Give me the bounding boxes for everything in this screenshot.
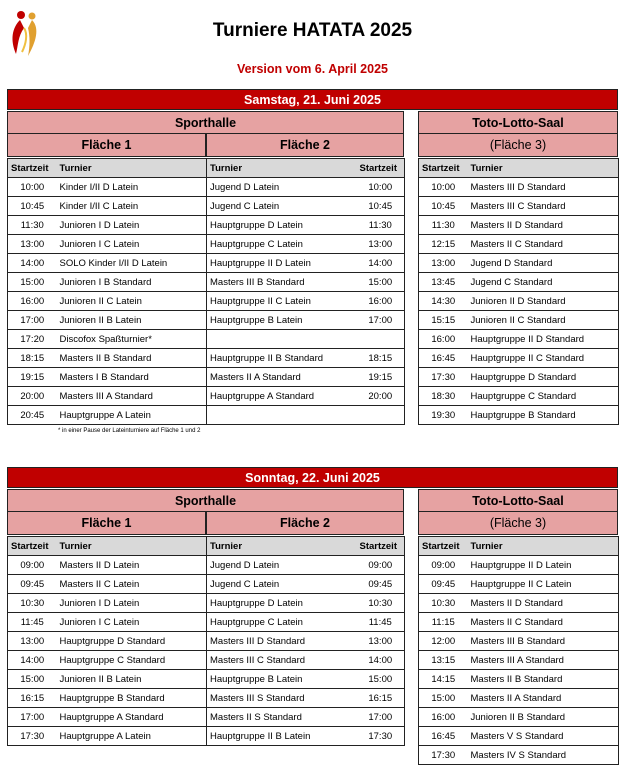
- tournament-flaeche1: Hauptgruppe C Standard: [57, 651, 207, 670]
- day1-venue-sporthalle: Sporthalle: [7, 111, 404, 134]
- start-time-flaeche2: 15:00: [357, 273, 405, 292]
- header-startzeit: Startzeit: [8, 537, 57, 556]
- start-time-flaeche2: 14:00: [357, 651, 405, 670]
- table-row: [8, 727, 405, 746]
- header-startzeit: Startzeit: [8, 159, 57, 178]
- table-row: [419, 178, 619, 197]
- tournament-flaeche3: Hauptgruppe B Standard: [468, 406, 619, 425]
- day2-flaeche2: Fläche 2: [206, 512, 404, 535]
- start-time-flaeche3: 13:45: [419, 273, 468, 292]
- table-row: [8, 613, 405, 632]
- table-row: [419, 727, 619, 746]
- table-header-row: [419, 537, 619, 556]
- version-date: Version vom 6. April 2025: [237, 62, 388, 76]
- table-row: [8, 708, 405, 727]
- start-time-flaeche2: 19:15: [357, 368, 405, 387]
- start-time-flaeche2: 13:00: [357, 632, 405, 651]
- start-time-flaeche3: 16:00: [419, 708, 468, 727]
- tournament-flaeche2: Hauptgruppe C Latein: [207, 613, 357, 632]
- start-time-flaeche2: 09:00: [357, 556, 405, 575]
- day1-sporthalle-table: [7, 158, 405, 425]
- start-time-flaeche3: 12:15: [419, 235, 468, 254]
- table-row: [8, 556, 405, 575]
- start-time-flaeche2: 14:00: [357, 254, 405, 273]
- start-time-flaeche3: 18:30: [419, 387, 468, 406]
- tournament-flaeche2: Hauptgruppe A Standard: [207, 387, 357, 406]
- table-row: [419, 273, 619, 292]
- start-time-flaeche2: 18:15: [357, 349, 405, 368]
- start-time-flaeche2: 17:00: [357, 708, 405, 727]
- tournament-flaeche1: Hauptgruppe A Latein: [57, 406, 207, 425]
- start-time-flaeche3: 14:30: [419, 292, 468, 311]
- start-time-flaeche3: 17:30: [419, 746, 468, 765]
- start-time-flaeche3: 16:45: [419, 349, 468, 368]
- table-row: [8, 330, 405, 349]
- start-time-flaeche1: 20:45: [8, 406, 57, 425]
- tournament-flaeche1: Masters II D Latein: [57, 556, 207, 575]
- tournament-flaeche3: Masters II A Standard: [468, 689, 619, 708]
- tournament-flaeche3: Hauptgruppe II C Latein: [468, 575, 619, 594]
- tournament-flaeche3: Hauptgruppe II C Standard: [468, 349, 619, 368]
- start-time-flaeche3: 09:00: [419, 556, 468, 575]
- tournament-flaeche1: Hauptgruppe A Latein: [57, 727, 207, 746]
- start-time-flaeche1: 17:00: [8, 708, 57, 727]
- table-row: [419, 651, 619, 670]
- start-time-flaeche3: 16:00: [419, 330, 468, 349]
- tournament-flaeche1: Masters II B Standard: [57, 349, 207, 368]
- start-time-flaeche1: 18:15: [8, 349, 57, 368]
- tournament-flaeche2: Hauptgruppe C Latein: [207, 235, 357, 254]
- tournament-flaeche1: Junioren I D Latein: [57, 216, 207, 235]
- start-time-flaeche3: 17:30: [419, 368, 468, 387]
- table-row: [8, 197, 405, 216]
- table-row: [8, 368, 405, 387]
- header-turnier: Turnier: [57, 159, 207, 178]
- table-row: [419, 613, 619, 632]
- page-title: Turniere HATATA 2025: [212, 20, 413, 41]
- table-row: [419, 575, 619, 594]
- tournament-flaeche1: Masters II C Latein: [57, 575, 207, 594]
- table-row: [8, 273, 405, 292]
- start-time-flaeche2: 13:00: [357, 235, 405, 254]
- start-time-flaeche2: 17:00: [357, 311, 405, 330]
- table-row: [419, 632, 619, 651]
- start-time-flaeche2: 09:45: [357, 575, 405, 594]
- start-time-flaeche1: 11:30: [8, 216, 57, 235]
- table-row: [419, 197, 619, 216]
- tournament-flaeche3: Hauptgruppe II D Standard: [468, 330, 619, 349]
- tournament-flaeche2: Hauptgruppe II B Latein: [207, 727, 357, 746]
- start-time-flaeche1: 20:00: [8, 387, 57, 406]
- footnote: * in einer Pause der Lateinturniere auf Fläche 1 und 2: [58, 428, 201, 434]
- day1-flaeche2: Fläche 2: [206, 134, 404, 157]
- header-turnier: Turnier: [468, 159, 619, 178]
- start-time-flaeche2: [357, 406, 405, 425]
- tournament-flaeche3: Masters III C Standard: [468, 197, 619, 216]
- day2-flaeche3: (Fläche 3): [418, 512, 618, 535]
- table-row: [8, 311, 405, 330]
- tournament-flaeche3: Junioren II D Standard: [468, 292, 619, 311]
- start-time-flaeche3: 10:30: [419, 594, 468, 613]
- start-time-flaeche2: 20:00: [357, 387, 405, 406]
- day2-sporthalle-table: [7, 536, 405, 746]
- tournament-flaeche2: Jugend C Latein: [207, 197, 357, 216]
- table-row: [419, 292, 619, 311]
- start-time-flaeche2: 10:30: [357, 594, 405, 613]
- day2-venue-sporthalle: Sporthalle: [7, 489, 404, 512]
- table-row: [419, 746, 619, 765]
- tournament-flaeche2: Masters III S Standard: [207, 689, 357, 708]
- tournament-flaeche2: Hauptgruppe D Latein: [207, 594, 357, 613]
- start-time-flaeche2: 16:00: [357, 292, 405, 311]
- tournament-flaeche3: Hauptgruppe C Standard: [468, 387, 619, 406]
- start-time-flaeche1: 10:45: [8, 197, 57, 216]
- tournament-flaeche3: Masters II C Standard: [468, 235, 619, 254]
- table-header-row: [8, 159, 405, 178]
- day2-flaeche1: Fläche 1: [7, 512, 206, 535]
- header-startzeit: Startzeit: [357, 159, 405, 178]
- tournament-flaeche3: Hauptgruppe D Standard: [468, 368, 619, 387]
- start-time-flaeche2: 16:15: [357, 689, 405, 708]
- table-row: [8, 689, 405, 708]
- tournament-flaeche1: Hauptgruppe A Standard: [57, 708, 207, 727]
- table-row: [8, 575, 405, 594]
- tournament-flaeche1: Discofox Spaßturnier*: [57, 330, 207, 349]
- table-row: [419, 330, 619, 349]
- start-time-flaeche1: 14:00: [8, 254, 57, 273]
- table-row: [419, 311, 619, 330]
- table-row: [419, 708, 619, 727]
- table-header-row: [419, 159, 619, 178]
- start-time-flaeche2: [357, 330, 405, 349]
- tournament-flaeche3: Masters IV S Standard: [468, 746, 619, 765]
- tournament-flaeche2: Hauptgruppe II C Latein: [207, 292, 357, 311]
- start-time-flaeche3: 15:00: [419, 689, 468, 708]
- start-time-flaeche1: 17:00: [8, 311, 57, 330]
- table-row: [8, 349, 405, 368]
- tournament-flaeche3: Masters II D Standard: [468, 594, 619, 613]
- tournament-flaeche3: Masters II B Standard: [468, 670, 619, 689]
- start-time-flaeche1: 10:00: [8, 178, 57, 197]
- tournament-flaeche3: Jugend C Standard: [468, 273, 619, 292]
- tournament-flaeche2: [207, 330, 357, 349]
- table-row: [8, 406, 405, 425]
- start-time-flaeche1: 09:45: [8, 575, 57, 594]
- tournament-flaeche1: Junioren II B Latein: [57, 311, 207, 330]
- start-time-flaeche1: 13:00: [8, 235, 57, 254]
- tournament-flaeche2: Masters II A Standard: [207, 368, 357, 387]
- start-time-flaeche3: 09:45: [419, 575, 468, 594]
- header-startzeit: Startzeit: [419, 537, 468, 556]
- start-time-flaeche1: 16:15: [8, 689, 57, 708]
- tournament-flaeche3: Junioren II C Standard: [468, 311, 619, 330]
- header-startzeit: Startzeit: [357, 537, 405, 556]
- table-row: [8, 235, 405, 254]
- tournament-flaeche1: Junioren I C Latein: [57, 235, 207, 254]
- tournament-flaeche1: Junioren I C Latein: [57, 613, 207, 632]
- start-time-flaeche2: 15:00: [357, 670, 405, 689]
- day2-toto-table: [418, 536, 619, 765]
- tournament-flaeche2: Masters III D Standard: [207, 632, 357, 651]
- start-time-flaeche3: 19:30: [419, 406, 468, 425]
- tournament-flaeche3: Masters III A Standard: [468, 651, 619, 670]
- tournament-flaeche2: Hauptgruppe B Latein: [207, 670, 357, 689]
- start-time-flaeche3: 10:45: [419, 197, 468, 216]
- day2-venue-toto: Toto-Lotto-Saal: [418, 489, 618, 512]
- start-time-flaeche1: 19:15: [8, 368, 57, 387]
- start-time-flaeche1: 15:00: [8, 670, 57, 689]
- table-row: [8, 216, 405, 235]
- tournament-flaeche2: [207, 406, 357, 425]
- start-time-flaeche3: 11:30: [419, 216, 468, 235]
- tournament-flaeche2: Hauptgruppe II D Latein: [207, 254, 357, 273]
- table-row: [419, 406, 619, 425]
- day2-date-bar: Sonntag, 22. Juni 2025: [7, 467, 618, 488]
- table-row: [8, 292, 405, 311]
- day1-toto-table: [418, 158, 619, 425]
- start-time-flaeche1: 17:30: [8, 727, 57, 746]
- tournament-flaeche2: Masters III B Standard: [207, 273, 357, 292]
- start-time-flaeche3: 15:15: [419, 311, 468, 330]
- start-time-flaeche2: 11:30: [357, 216, 405, 235]
- tournament-flaeche3: Masters III B Standard: [468, 632, 619, 651]
- start-time-flaeche1: 17:20: [8, 330, 57, 349]
- table-row: [8, 178, 405, 197]
- table-row: [8, 670, 405, 689]
- start-time-flaeche3: 13:00: [419, 254, 468, 273]
- table-row: [419, 670, 619, 689]
- tournament-flaeche3: Jugend D Standard: [468, 254, 619, 273]
- start-time-flaeche1: 14:00: [8, 651, 57, 670]
- start-time-flaeche2: 10:00: [357, 178, 405, 197]
- tournament-flaeche2: Jugend D Latein: [207, 178, 357, 197]
- table-row: [419, 254, 619, 273]
- table-header-row: [8, 537, 405, 556]
- table-row: [419, 235, 619, 254]
- tournament-flaeche1: Junioren I B Standard: [57, 273, 207, 292]
- start-time-flaeche3: 11:15: [419, 613, 468, 632]
- tournament-flaeche2: Jugend C Latein: [207, 575, 357, 594]
- header-turnier: Turnier: [207, 159, 357, 178]
- day1-flaeche3: (Fläche 3): [418, 134, 618, 157]
- table-row: [419, 556, 619, 575]
- table-row: [419, 689, 619, 708]
- start-time-flaeche1: 15:00: [8, 273, 57, 292]
- header-turnier: Turnier: [468, 537, 619, 556]
- start-time-flaeche1: 16:00: [8, 292, 57, 311]
- start-time-flaeche2: 10:45: [357, 197, 405, 216]
- start-time-flaeche1: 13:00: [8, 632, 57, 651]
- tournament-flaeche2: Hauptgruppe D Latein: [207, 216, 357, 235]
- table-row: [419, 216, 619, 235]
- start-time-flaeche3: 16:45: [419, 727, 468, 746]
- tournament-flaeche1: Masters III A Standard: [57, 387, 207, 406]
- start-time-flaeche1: 11:45: [8, 613, 57, 632]
- tournament-flaeche2: Masters II S Standard: [207, 708, 357, 727]
- tournament-flaeche1: Junioren I D Latein: [57, 594, 207, 613]
- start-time-flaeche1: 10:30: [8, 594, 57, 613]
- tournament-flaeche3: Hauptgruppe II D Latein: [468, 556, 619, 575]
- tournament-flaeche2: Masters III C Standard: [207, 651, 357, 670]
- tournament-flaeche1: Junioren II B Latein: [57, 670, 207, 689]
- table-row: [419, 349, 619, 368]
- header-startzeit: Startzeit: [419, 159, 468, 178]
- start-time-flaeche2: 11:45: [357, 613, 405, 632]
- table-row: [8, 387, 405, 406]
- tournament-flaeche2: Hauptgruppe II B Standard: [207, 349, 357, 368]
- tournament-flaeche3: Masters II C Standard: [468, 613, 619, 632]
- table-row: [8, 594, 405, 613]
- tournament-flaeche2: Jugend D Latein: [207, 556, 357, 575]
- tournament-flaeche1: Junioren II C Latein: [57, 292, 207, 311]
- table-row: [8, 651, 405, 670]
- tournament-flaeche3: Masters III D Standard: [468, 178, 619, 197]
- table-row: [419, 368, 619, 387]
- tournament-flaeche1: Hauptgruppe B Standard: [57, 689, 207, 708]
- tournament-flaeche1: Masters I B Standard: [57, 368, 207, 387]
- table-row: [419, 594, 619, 613]
- tournament-flaeche3: Masters V S Standard: [468, 727, 619, 746]
- header-turnier: Turnier: [57, 537, 207, 556]
- start-time-flaeche3: 10:00: [419, 178, 468, 197]
- tournament-flaeche1: SOLO Kinder I/II D Latein: [57, 254, 207, 273]
- tournament-flaeche2: Hauptgruppe B Latein: [207, 311, 357, 330]
- tournament-flaeche3: Masters II D Standard: [468, 216, 619, 235]
- table-row: [8, 254, 405, 273]
- day1-venue-toto: Toto-Lotto-Saal: [418, 111, 618, 134]
- tournament-flaeche1: Kinder I/II D Latein: [57, 178, 207, 197]
- table-row: [419, 387, 619, 406]
- tournament-flaeche1: Hauptgruppe D Standard: [57, 632, 207, 651]
- tournament-flaeche3: Junioren II B Standard: [468, 708, 619, 727]
- day1-flaeche1: Fläche 1: [7, 134, 206, 157]
- start-time-flaeche3: 13:15: [419, 651, 468, 670]
- start-time-flaeche3: 12:00: [419, 632, 468, 651]
- header-turnier: Turnier: [207, 537, 357, 556]
- start-time-flaeche2: 17:30: [357, 727, 405, 746]
- tournament-flaeche1: Kinder I/II C Latein: [57, 197, 207, 216]
- start-time-flaeche1: 09:00: [8, 556, 57, 575]
- day1-date-bar: Samstag, 21. Juni 2025: [7, 89, 618, 110]
- table-row: [8, 632, 405, 651]
- start-time-flaeche3: 14:15: [419, 670, 468, 689]
